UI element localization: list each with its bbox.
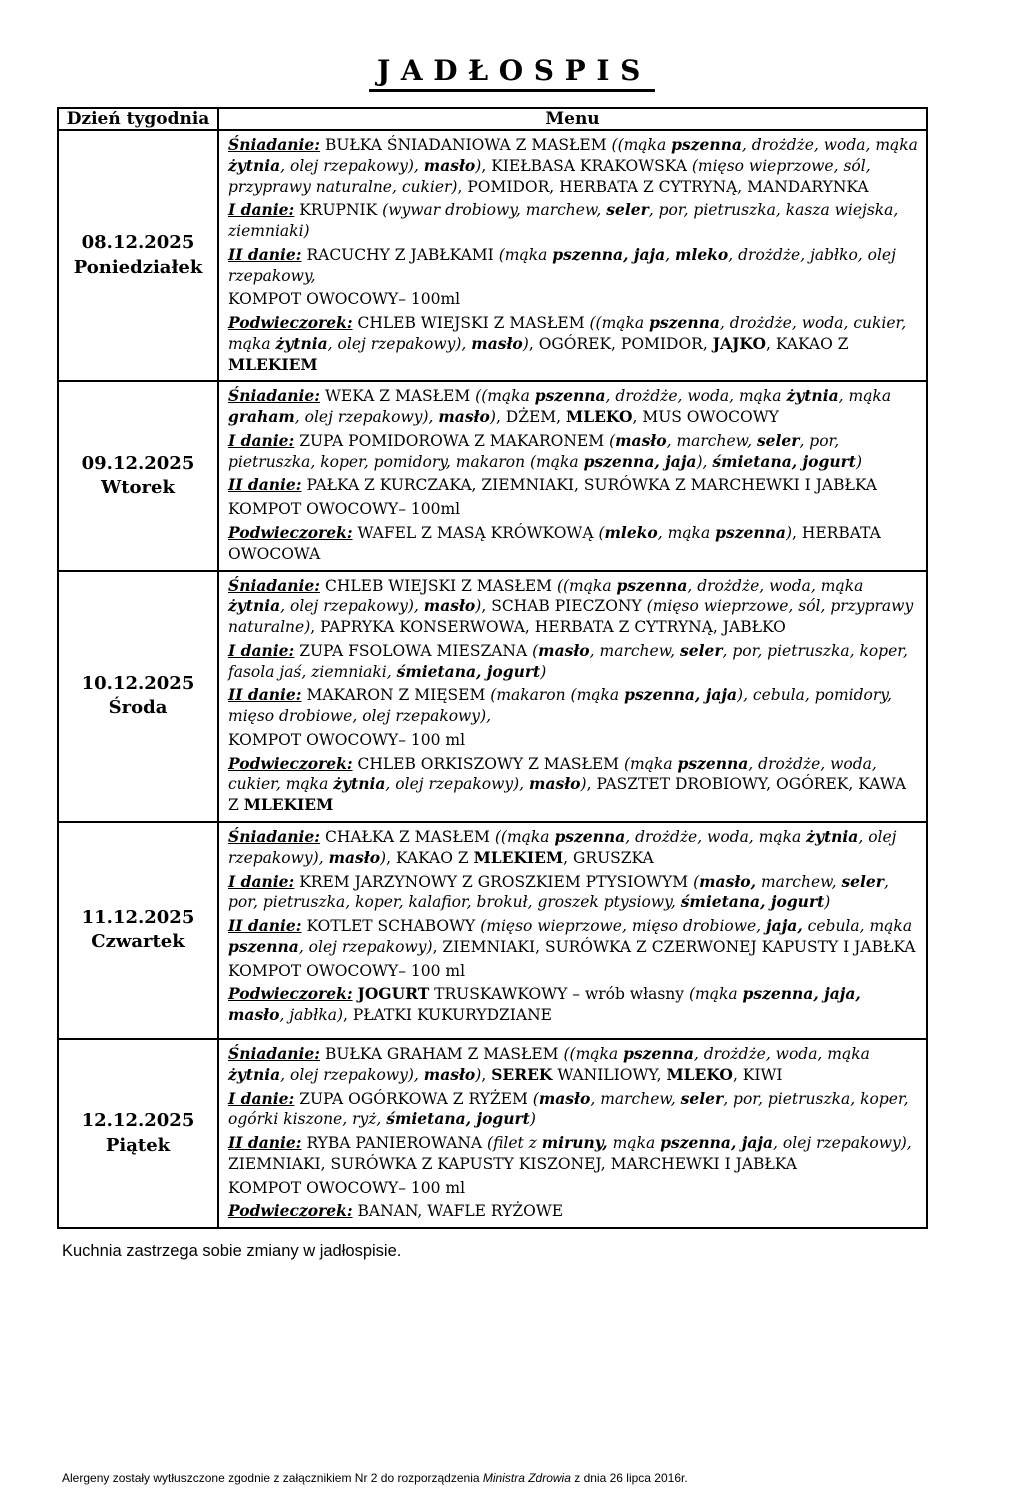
menu-text-emphasis: jaja,: [766, 916, 803, 936]
menu-text-emphasis: żytnia: [786, 386, 839, 406]
menu-text-emphasis: Podwieczorek:: [228, 313, 353, 333]
menu-text: ((mąka: [589, 314, 650, 333]
menu-paragraph: [228, 245, 918, 287]
menu-text: ((mąka: [475, 387, 535, 406]
menu-text: CHLEB WIEJSKI Z MASŁEM: [320, 576, 557, 595]
menu-text: , PŁATKI KUKURYDZIANE: [343, 1006, 552, 1025]
menu-text: , KAKAO Z: [765, 334, 849, 353]
allergen-note-text: Ministra Zdrowia: [482, 1471, 571, 1485]
menu-text-emphasis: I danie:: [228, 200, 295, 220]
menu-text-emphasis: masło: [615, 430, 667, 450]
menu-text-emphasis: masło: [471, 333, 523, 353]
menu-paragraph: [228, 499, 918, 520]
menu-paragraph: [228, 1133, 918, 1175]
day-cell: [58, 381, 218, 570]
menu-text-emphasis: pszenna: [534, 386, 606, 406]
menu-text-emphasis: masło: [423, 155, 476, 175]
day-cell: [58, 571, 218, 822]
menu-text: ): [475, 1065, 482, 1084]
menu-text: , drożdże, woda, mąka: [741, 136, 918, 154]
menu-text: (: [609, 431, 616, 450]
menu-text: , olej rzepakowy),: [280, 1065, 424, 1084]
menu-text: RACUCHY Z JABŁKAMI: [301, 245, 499, 264]
menu-text: , drożdże, woda, cukier, mąka: [228, 754, 877, 794]
menu-text: ): [785, 524, 792, 543]
menu-text: (: [693, 872, 700, 891]
row-date: 10.12.2025: [81, 672, 195, 694]
menu-text-emphasis: pszenna: [677, 753, 749, 773]
menu-text: ): [855, 452, 863, 471]
menu-text-emphasis: pszenna, jaja: [552, 244, 666, 264]
menu-text: , por, pietruszka, koper, fasola jaś, ziemniaki,: [228, 641, 908, 681]
menu-text: ,: [665, 245, 676, 264]
menu-text-emphasis: masło: [423, 1064, 476, 1084]
menu-text: , marchew,: [666, 431, 757, 450]
menu-text: ZUPA POMIDOROWA Z MAKARONEM: [294, 431, 610, 450]
menu-text: KOMPOT OWOCOWY– 100 ml: [228, 961, 466, 980]
menu-text: (mąka: [623, 754, 678, 773]
menu-text-emphasis: JAJKO: [712, 333, 766, 353]
menu-text: , olej rzepakowy),: [280, 156, 424, 175]
menu-text-emphasis: masło: [438, 407, 490, 427]
menu-text: , drożdże, woda, mąka: [605, 387, 787, 406]
menu-text-emphasis: seler: [679, 640, 723, 660]
menu-row: [58, 822, 927, 1039]
menu-text: , olej rzepakowy): [298, 937, 433, 956]
row-day-name: Poniedziałek: [73, 256, 203, 278]
menu-text-emphasis: masło,: [699, 871, 757, 891]
menu-text: mąka: [607, 1134, 661, 1153]
menu-cell: [218, 1039, 927, 1228]
menu-text: ((mąka: [563, 1044, 624, 1063]
menu-text-emphasis: Śniadanie:: [228, 826, 321, 846]
menu-text-emphasis: żytnia: [806, 826, 859, 846]
column-header-day: Dzień tygodnia: [58, 108, 218, 130]
menu-text-emphasis: pszenna: [623, 1043, 694, 1063]
menu-text: , drożdże, woda, mąka: [625, 827, 807, 846]
menu-cell: [218, 130, 927, 381]
menu-text: , drożdże, woda, mąka: [693, 1044, 870, 1063]
menu-text-emphasis: pszenna: [671, 135, 742, 154]
menu-text: KRUPNIK: [294, 201, 383, 220]
menu-text: , drożdże, woda, mąka: [687, 576, 864, 595]
menu-table: [57, 107, 928, 1229]
menu-paragraph: [228, 313, 918, 375]
menu-text-emphasis: seler: [756, 430, 800, 450]
menu-text-emphasis: pszenna, jaja,: [742, 984, 861, 1004]
menu-text-emphasis: masło: [228, 1005, 280, 1025]
menu-text: WEKA Z MASŁEM: [320, 387, 476, 406]
menu-text: , MUS OWOCOWY: [632, 408, 779, 427]
page-title-text: JADŁOSPIS: [369, 54, 655, 92]
menu-text: (: [532, 641, 539, 660]
menu-text: (mąka: [498, 245, 553, 264]
menu-text: ): [380, 848, 387, 867]
menu-text-emphasis: I danie:: [228, 871, 295, 891]
menu-text: CHLEB WIEJSKI Z MASŁEM: [352, 314, 590, 333]
menu-text: ((mąka: [494, 827, 555, 846]
menu-text-emphasis: MLEKIEM: [228, 354, 318, 374]
menu-paragraph: [228, 1178, 918, 1199]
menu-text-emphasis: II danie:: [228, 1133, 302, 1153]
menu-text: ),: [696, 452, 713, 471]
menu-row: [58, 571, 927, 822]
menu-text-emphasis: pszenna, jaja: [660, 1133, 774, 1153]
day-cell: [58, 1039, 218, 1228]
allergen-note: [62, 1471, 688, 1485]
menu-text-emphasis: śmietana, jogurt: [386, 1109, 530, 1129]
menu-text: ,: [481, 1065, 492, 1084]
menu-text-emphasis: pszenna: [554, 826, 626, 846]
menu-text-emphasis: Podwieczorek:: [228, 523, 353, 543]
menu-text: KOMPOT OWOCOWY– 100 ml: [228, 1178, 466, 1197]
menu-paragraph: [228, 200, 918, 242]
menu-text: ((mąka: [556, 576, 617, 595]
column-header-menu: Menu: [218, 108, 927, 130]
menu-text: PAŁKA Z KURCZAKA, ZIEMNIAKI, SURÓWKA Z MARCHEWKI I JABŁKA: [301, 476, 877, 495]
menu-paragraph: [228, 523, 918, 565]
menu-text-emphasis: JOGURT: [357, 984, 430, 1004]
menu-text-emphasis: seler: [841, 871, 884, 891]
menu-text: ), cebula, pomidory, mięso drobiowe, olej rzepakowy),: [228, 686, 892, 726]
menu-text: , olej rzepakowy),: [327, 334, 472, 353]
row-date: 12.12.2025: [81, 1110, 195, 1132]
table-header-row: [58, 108, 927, 130]
menu-text: , por, pietruszka, koper, ogórki kiszone, ryż,: [228, 1089, 909, 1129]
menu-text: , marchew,: [589, 641, 680, 660]
menu-text-emphasis: II danie:: [228, 475, 302, 495]
menu-text: , mąka: [838, 387, 892, 406]
menu-text-emphasis: pszenna: [649, 313, 720, 333]
menu-text: (mąka: [688, 985, 743, 1004]
menu-text: ): [824, 893, 831, 912]
menu-text: , KIEŁBASA KRAKOWSKA: [481, 156, 692, 175]
menu-text: , GRUSZKA: [563, 848, 654, 867]
menu-text: , por, pietruszka, kasza wiejska, ziemniaki): [228, 201, 899, 241]
menu-paragraph: [228, 827, 918, 869]
menu-text-emphasis: Śniadanie:: [228, 1043, 321, 1063]
menu-text-emphasis: MLEKO: [666, 1064, 733, 1084]
menu-paragraph: [228, 754, 918, 816]
menu-text-emphasis: graham: [228, 407, 295, 427]
menu-text: KOMPOT OWOCOWY– 100ml: [228, 500, 461, 519]
menu-text: , por, pietruszka, koper, kalafior, brokuł, groszek ptysiowy,: [228, 872, 889, 912]
menu-text: BANAN, WAFLE RYŻOWE: [352, 1202, 564, 1221]
menu-paragraph: [228, 1089, 918, 1131]
menu-row: [58, 381, 927, 570]
menu-text: ZUPA OGÓRKOWA Z RYŻEM: [294, 1089, 533, 1108]
menu-text: (mięso wieprzowe, sól, przyprawy naturalne, cukier): [228, 156, 871, 196]
menu-paragraph: [228, 685, 918, 727]
menu-paragraph: [228, 289, 918, 310]
row-day-name: Piątek: [105, 1134, 171, 1156]
menu-paragraph: [228, 730, 918, 751]
menu-cell: [218, 822, 927, 1039]
menu-text: (: [532, 1089, 539, 1108]
menu-text: ZUPA FSOLOWA MIESZANA: [294, 641, 533, 660]
menu-text: CHLEB ORKISZOWY Z MASŁEM: [352, 754, 624, 773]
page-title: [0, 54, 1024, 92]
kitchen-note: Kuchnia zastrzega sobie zmiany w jadłospisie.: [62, 1242, 402, 1261]
menu-text-emphasis: masło: [538, 1088, 591, 1108]
menu-text: ): [522, 334, 529, 353]
menu-cell: [218, 381, 927, 570]
menu-text: cebula, mąka: [802, 917, 913, 936]
menu-text: , HERBATA OWOCOWA: [228, 524, 881, 563]
menu-text: , PASZTET DROBIOWY, OGÓREK, KAWA Z: [228, 775, 907, 815]
menu-text-emphasis: masło: [423, 596, 476, 616]
menu-text: , por, pietruszka, koper, pomidory, makaron (mąka: [228, 431, 840, 471]
menu-text-emphasis: żytnia: [228, 596, 281, 616]
menu-text-emphasis: II danie:: [228, 685, 302, 705]
menu-text-emphasis: II danie:: [228, 244, 302, 264]
menu-text: , olej rzepakowy),: [294, 408, 439, 427]
menu-text: WAFEL Z MASĄ KRÓWKOWĄ: [352, 524, 599, 543]
menu-text-emphasis: II danie:: [228, 916, 302, 936]
menu-text-emphasis: pszenna, jaja: [624, 685, 738, 705]
menu-row: [58, 130, 927, 381]
menu-text-emphasis: SEREK: [491, 1064, 553, 1084]
menu-text-emphasis: Podwieczorek:: [228, 1201, 353, 1221]
menu-text: MAKARON Z MIĘSEM: [301, 686, 491, 705]
menu-text-emphasis: Śniadanie:: [228, 135, 321, 154]
menu-paragraph: [228, 1201, 918, 1222]
menu-text: CHAŁKA Z MASŁEM: [320, 827, 495, 846]
menu-text: , marchew,: [590, 1089, 681, 1108]
menu-document-page: [0, 54, 1024, 1485]
allergen-note-text: Alergeny zostały wytłuszczone zgodnie z załącznikiem Nr 2 do rozporządzenia: [62, 1471, 483, 1485]
menu-text: BUŁKA ŚNIADANIOWA Z MASŁEM: [320, 136, 612, 154]
menu-text: , OGÓREK, POMIDOR,: [528, 334, 713, 353]
menu-text-emphasis: żytnia: [275, 333, 328, 353]
menu-text-emphasis: żytnia: [228, 1064, 281, 1084]
menu-text-emphasis: masło: [328, 847, 381, 867]
menu-text: , POMIDOR, HERBATA Z CYTRYNĄ, MANDARYNKA: [457, 177, 869, 196]
menu-text-emphasis: MLEKO: [566, 407, 633, 427]
menu-text-emphasis: żytnia: [228, 155, 281, 175]
menu-text: , KAKAO Z: [386, 848, 474, 867]
row-day-name: Wtorek: [101, 476, 175, 498]
menu-text-emphasis: pszenna: [715, 523, 786, 543]
menu-text-emphasis: mleko: [675, 244, 729, 264]
menu-text: (: [598, 524, 605, 543]
day-cell: [58, 822, 218, 1039]
menu-paragraph: [228, 872, 918, 914]
menu-row: [58, 1039, 927, 1228]
menu-text-emphasis: pszenna: [616, 575, 688, 595]
row-date: 08.12.2025: [81, 232, 195, 254]
menu-text-emphasis: masło: [538, 640, 590, 660]
menu-text: , olej rzepakowy),: [773, 1134, 912, 1153]
menu-text: , drożdże, woda, cukier, mąka: [228, 314, 907, 353]
menu-text-emphasis: MLEKIEM: [243, 795, 334, 815]
menu-text: ): [475, 597, 482, 616]
menu-text: BUŁKA GRAHAM Z MASŁEM: [320, 1044, 564, 1063]
menu-text: , jabłka): [279, 1006, 344, 1025]
menu-text: ((mąka: [611, 136, 672, 154]
menu-paragraph: [228, 135, 918, 197]
menu-paragraph: [228, 916, 918, 958]
menu-paragraph: [228, 961, 918, 982]
menu-text: , KIWI: [732, 1065, 783, 1084]
menu-text: ): [580, 775, 587, 794]
menu-text: ): [475, 156, 482, 175]
menu-text: , olej rzepakowy),: [228, 827, 897, 867]
row-date: 11.12.2025: [81, 907, 195, 929]
menu-text: (filet z: [487, 1134, 542, 1153]
day-cell: [58, 130, 218, 381]
menu-text: marchew,: [756, 872, 842, 891]
menu-text: KREM JARZYNOWY Z GROSZKIEM PTYSIOWYM: [294, 872, 694, 891]
menu-text: , SCHAB PIECZONY: [481, 597, 647, 616]
row-day-name: Czwartek: [91, 931, 185, 953]
menu-text-emphasis: mleko: [604, 523, 658, 543]
menu-text: (makaron (mąka: [490, 686, 625, 705]
menu-text-emphasis: pszenna, jaja: [583, 451, 697, 471]
menu-paragraph: [228, 641, 918, 683]
menu-text-emphasis: I danie:: [228, 1088, 295, 1108]
menu-text: ): [540, 662, 547, 681]
menu-text: KOMPOT OWOCOWY– 100ml: [228, 290, 461, 309]
menu-paragraph: [228, 1044, 918, 1086]
menu-cell: [218, 571, 927, 822]
menu-text: , mąka: [657, 524, 716, 543]
menu-text-emphasis: Śniadanie:: [228, 386, 321, 406]
menu-text-emphasis: Podwieczorek:: [228, 984, 353, 1004]
menu-text: (wywar drobiowy, marchew,: [382, 201, 607, 220]
menu-text: RYBA PANIEROWANA: [301, 1134, 488, 1153]
allergen-note-text: z dnia 26 lipca 2016r.: [570, 1471, 688, 1485]
menu-text-emphasis: miruny,: [541, 1133, 608, 1153]
menu-text-emphasis: Podwieczorek:: [228, 753, 353, 773]
menu-paragraph: [228, 475, 918, 496]
menu-text: , DŻEM,: [495, 408, 567, 427]
menu-text: , PAPRYKA KONSERWOWA, HERBATA Z CYTRYNĄ, JABŁKO: [310, 618, 786, 637]
menu-text: ): [489, 408, 496, 427]
menu-text-emphasis: masło: [529, 774, 581, 794]
menu-paragraph: [228, 576, 918, 638]
menu-text-emphasis: I danie:: [228, 640, 295, 660]
row-day-name: Środa: [108, 697, 168, 719]
menu-text: , drożdże, jabłko, olej rzepakowy,: [228, 245, 896, 285]
menu-text-emphasis: śmietana, jogurt: [712, 451, 856, 471]
menu-text-emphasis: śmietana, jogurt: [396, 661, 541, 681]
menu-text: KOMPOT OWOCOWY– 100 ml: [228, 730, 466, 749]
menu-paragraph: [228, 431, 918, 473]
menu-text: (mięso wieprzowe, mięso drobiowe,: [480, 917, 767, 936]
menu-paragraph: [228, 984, 918, 1026]
menu-text-emphasis: pszenna: [228, 936, 299, 956]
menu-paragraph: [228, 386, 918, 428]
menu-text-emphasis: Śniadanie:: [228, 575, 321, 595]
menu-text-emphasis: MLEKIEM: [473, 847, 564, 867]
menu-text: , olej rzepakowy),: [280, 597, 424, 616]
menu-text: , ZIEMNIAKI, SURÓWKA Z CZERWONEJ KAPUSTY I JABŁKA: [432, 937, 916, 956]
menu-table-header: [58, 108, 927, 130]
menu-text-emphasis: I danie:: [228, 430, 295, 450]
menu-text: ZIEMNIAKI, SURÓWKA Z KAPUSTY KISZONEJ, MARCHEWKI I JABŁKA: [228, 1154, 797, 1173]
menu-text: KOTLET SCHABOWY: [301, 917, 481, 936]
menu-text-emphasis: seler: [680, 1088, 724, 1108]
menu-text: , olej rzepakowy),: [385, 775, 530, 794]
menu-text-emphasis: seler: [606, 200, 649, 220]
menu-text: (mięso wieprzowe, sól, przyprawy naturalne): [228, 597, 914, 637]
menu-table-body: [58, 130, 927, 1228]
menu-text-emphasis: śmietana, jogurt: [680, 892, 825, 912]
menu-text: ): [529, 1110, 536, 1129]
menu-text: TRUSKAWKOWY – wrób własny: [429, 985, 689, 1004]
row-date: 09.12.2025: [81, 452, 195, 474]
menu-text: WANILIOWY,: [552, 1065, 667, 1084]
menu-text-emphasis: żytnia: [333, 774, 386, 794]
